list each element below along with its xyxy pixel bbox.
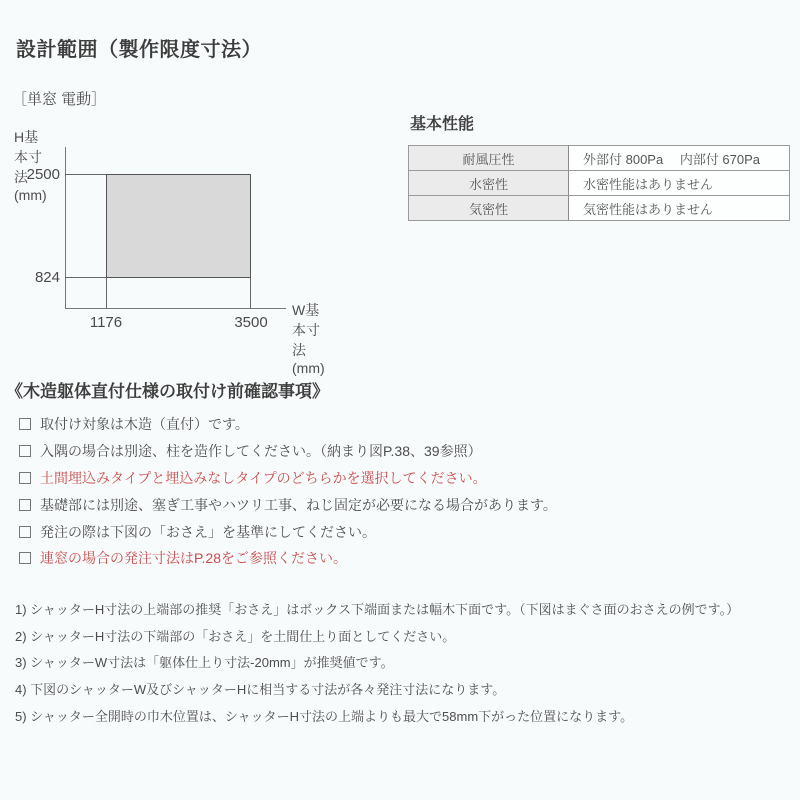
page-title: 設計範囲（製作限度寸法） bbox=[16, 39, 262, 61]
checklist-item-label: 基礎部には別途、塞ぎ工事やハツリ工事、ねじ固定が必要になる場合があります。 bbox=[40, 496, 557, 513]
performance-row-label: 気密性 bbox=[409, 196, 569, 221]
x-tick-3500: 3500 bbox=[234, 314, 268, 331]
performance-row-label: 水密性 bbox=[409, 171, 569, 196]
y-axis-line bbox=[65, 147, 66, 309]
x-tick-1176: 1176 bbox=[89, 314, 123, 331]
note-item: 5) シャッター全開時の巾木位置は、シャッターH寸法の上端よりも最大で58mm下がった位置になります。 bbox=[15, 709, 634, 725]
checkbox-icon bbox=[19, 472, 31, 484]
checkbox-icon bbox=[19, 526, 31, 538]
table-row bbox=[409, 171, 790, 196]
y-tick-824: 824 bbox=[34, 269, 60, 286]
y-axis-label: H基本寸法(mm) bbox=[14, 129, 47, 203]
performance-row-label: 耐風圧性 bbox=[409, 146, 569, 171]
y-tick-2500: 2500 bbox=[26, 166, 60, 183]
drop-line-1176 bbox=[106, 278, 107, 308]
performance-heading: 基本性能 bbox=[410, 116, 475, 133]
window-type-label: ［単窓 電動］ bbox=[12, 91, 107, 108]
checklist-item bbox=[19, 438, 557, 465]
x-axis-label: W基本寸法(mm) bbox=[292, 302, 325, 376]
checklist-item-label: 入隅の場合は別途、柱を造作してください。（納まり図P.38、39参照） bbox=[40, 443, 482, 460]
checkbox-icon bbox=[19, 418, 31, 430]
checklist-item-label: 連窓の場合の発注寸法はP.28をご参照ください。 bbox=[40, 550, 347, 567]
checklist-item-label: 発注の際は下図の「おさえ」を基準にしてください。 bbox=[40, 523, 376, 540]
checkbox-icon bbox=[19, 552, 31, 564]
tick-line-824 bbox=[65, 277, 107, 278]
checklist-item bbox=[19, 491, 557, 518]
x-axis-line bbox=[65, 308, 286, 309]
checkbox-icon bbox=[19, 445, 31, 457]
performance-row-value: 気密性能はありません bbox=[569, 196, 790, 221]
checklist-item bbox=[19, 545, 557, 572]
note-item: 3) シャッターW寸法は「躯体仕上り寸法-20mm」が推奨値です。 bbox=[15, 655, 394, 671]
table-row bbox=[409, 196, 790, 221]
checkbox-icon bbox=[19, 499, 31, 511]
checklist-item-label: 取付け対象は木造（直付）です。 bbox=[40, 416, 249, 433]
performance-row-value: 外部付 800Pa 内部付 670Pa bbox=[569, 146, 790, 171]
drop-line-3500 bbox=[250, 278, 251, 308]
tick-line-2500 bbox=[65, 174, 107, 175]
performance-row-value: 水密性能はありません bbox=[569, 171, 790, 196]
checklist-heading: 《木造躯体直付仕様の取付け前確認事項》 bbox=[6, 382, 329, 401]
notes-section bbox=[15, 595, 739, 729]
checklist-item bbox=[19, 411, 557, 438]
table-row bbox=[409, 146, 790, 171]
note-item: 4) 下図のシャッターW及びシャッターHに相当する寸法が各々発注寸法になります。 bbox=[15, 682, 506, 698]
checklist-items bbox=[19, 411, 557, 572]
checklist-item-label: 土間埋込みタイプと埋込みなしタイプのどちらかを選択してください。 bbox=[40, 469, 487, 486]
checklist-item bbox=[19, 518, 557, 545]
valid-dimension-region bbox=[106, 174, 251, 278]
note-item: 2) シャッターH寸法の下端部の「おさえ」を土間仕上り面としてください。 bbox=[15, 628, 456, 644]
performance-table bbox=[408, 145, 790, 221]
checklist-item bbox=[19, 465, 557, 492]
note-item: 1) シャッターH寸法の上端部の推奨「おさえ」はボックス下端面または幅木下面です。（下図はまぐさ面のおさえの例です。） bbox=[15, 601, 740, 617]
